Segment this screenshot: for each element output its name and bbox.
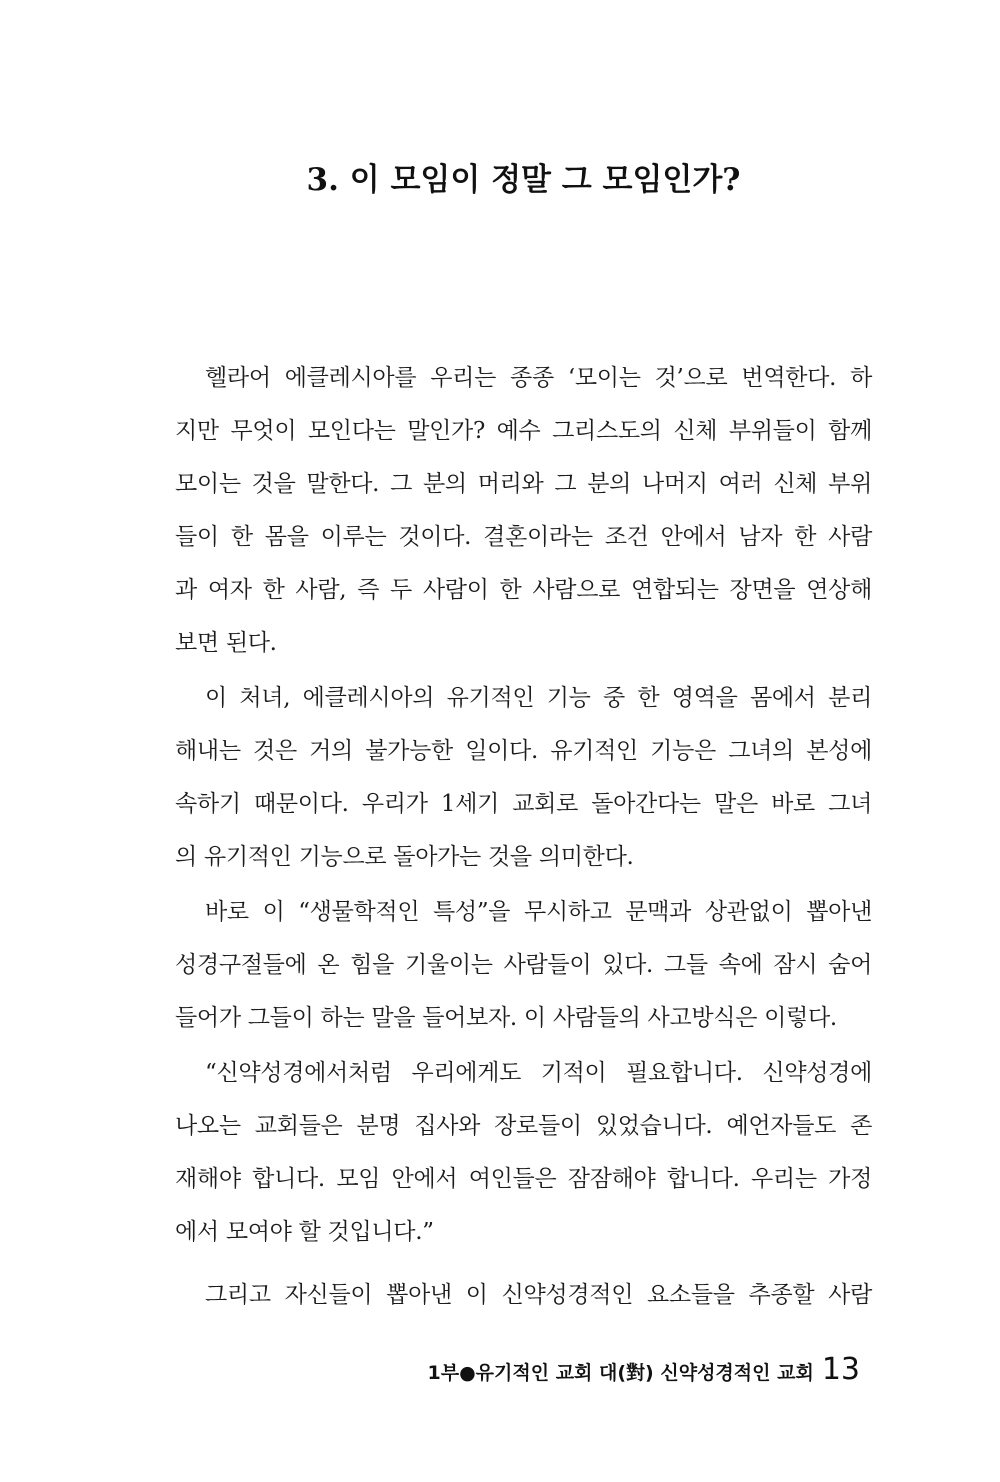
body-line: 에서 모여야 할 것입니다.” <box>175 1219 434 1245</box>
page-title: 3. 이 모임이 정말 그 모임인가? <box>306 162 741 198</box>
page-footer <box>428 1352 860 1392</box>
body-line: 과 여자 한 사람, 즉 두 사람이 한 사람으로 연합되는 장면을 연상해 <box>175 577 872 603</box>
body-line: 지만 무엇이 모인다는 말인가? 예수 그리스도의 신체 부위들이 함께 <box>175 418 872 444</box>
body-line: 속하기 때문이다. 우리가 1세기 교회로 돌아간다는 말은 바로 그녀 <box>175 791 872 817</box>
paragraph <box>175 352 872 670</box>
body-line: 보면 된다. <box>175 630 277 656</box>
body-text <box>175 352 872 1322</box>
body-line: 들이 한 몸을 이루는 것이다. 결혼이라는 조건 안에서 남자 한 사람 <box>175 524 872 550</box>
paragraph <box>175 886 872 1045</box>
page-number: 13 <box>821 1352 860 1387</box>
body-line: 나오는 교회들은 분명 집사와 장로들이 있었습니다. 예언자들도 존 <box>175 1113 872 1139</box>
paragraph <box>175 1269 872 1322</box>
body-line: 성경구절들에 온 힘을 기울이는 사람들이 있다. 그들 속에 잠시 숨어 <box>175 952 872 978</box>
body-line: 들어가 그들이 하는 말을 들어보자. 이 사람들의 사고방식은 이렇다. <box>175 1005 837 1031</box>
body-line: 바로 이 “생물학적인 특성”을 무시하고 문맥과 상관없이 뽑아낸 <box>205 899 872 925</box>
body-line: 헬라어 에클레시아를 우리는 종종 ‘모이는 것’으로 번역한다. 하 <box>205 365 872 391</box>
paragraph <box>175 672 872 884</box>
body-line: 해내는 것은 거의 불가능한 일이다. 유기적인 기능은 그녀의 본성에 <box>175 738 872 764</box>
running-head: 1부●유기적인 교회 대(對) 신약성경적인 교회 <box>427 1362 814 1384</box>
body-line: 재해야 합니다. 모임 안에서 여인들은 잠잠해야 합니다. 우리는 가정 <box>175 1166 872 1192</box>
body-line: 이 처녀, 에클레시아의 유기적인 기능 중 한 영역을 몸에서 분리 <box>205 685 872 711</box>
body-line: “신약성경에서처럼 우리에게도 기적이 필요합니다. 신약성경에 <box>205 1060 872 1086</box>
body-line: 의 유기적인 기능으로 돌아가는 것을 의미한다. <box>175 844 634 870</box>
body-line: 모이는 것을 말한다. 그 분의 머리와 그 분의 나머지 여러 신체 부위 <box>175 471 872 497</box>
paragraph <box>175 1047 872 1259</box>
body-line: 그리고 자신들이 뽑아낸 이 신약성경적인 요소들을 추종할 사람 <box>205 1282 872 1308</box>
